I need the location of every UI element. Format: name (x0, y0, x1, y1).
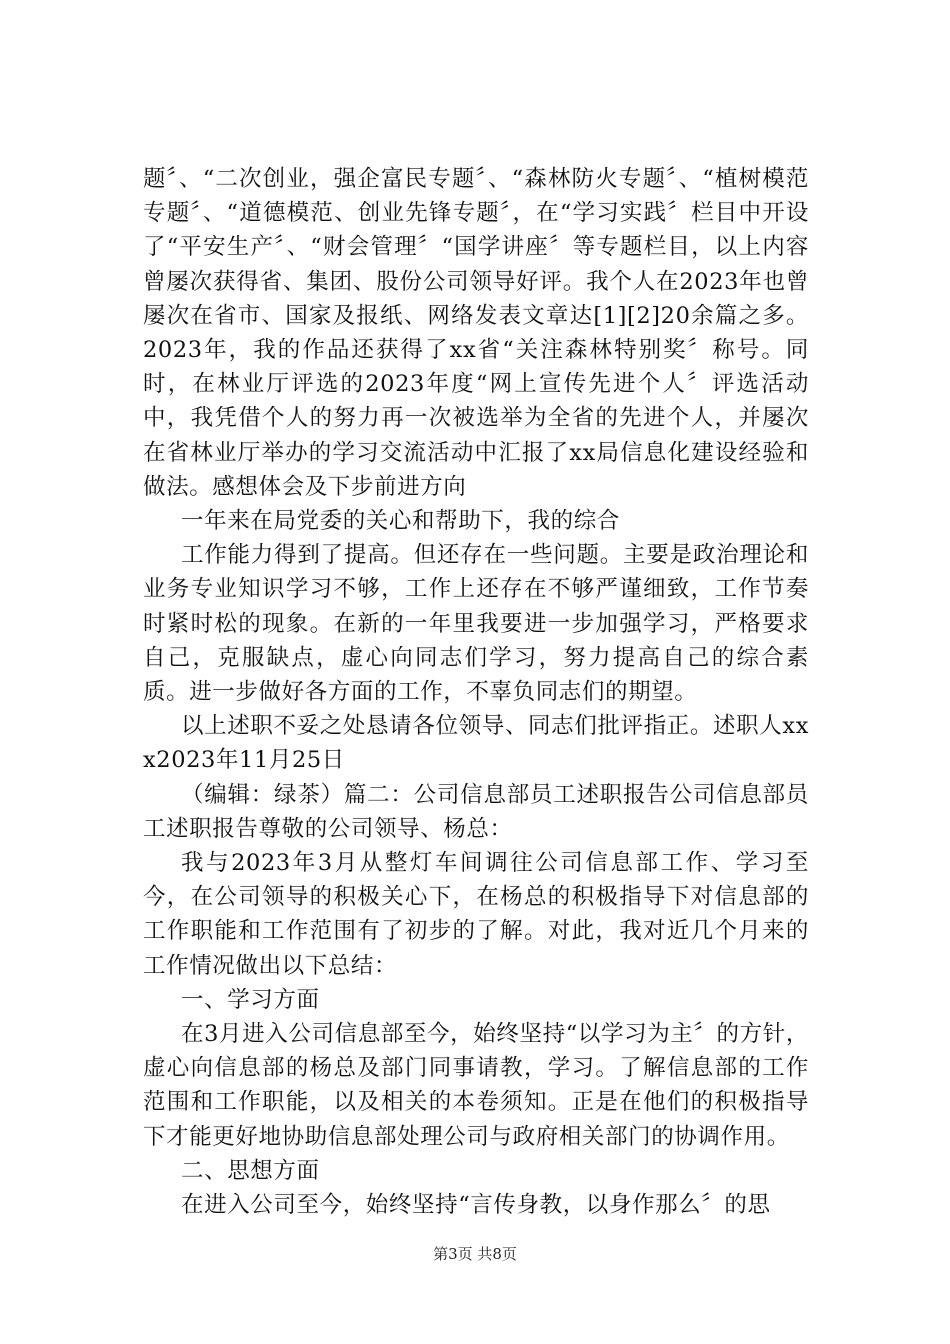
document-body (143, 162, 809, 1222)
page-footer: 第3页 共8页 (433, 1245, 517, 1263)
section-heading-study: 一、学习方面 (181, 986, 320, 1013)
paragraph-3: 工作能力得到了提高。但还存在一些问题。主要是政治理论和业务专业知识学习不够，工作上还存在不够严谨细致，工作节奏时紧时松的现象。在新的一年里我要进一步加强学习，严格要求自己，克服缺点，虚心向同志们学习，努力提高自己的综合素质。进一步做好各方面的工作，不辜负同志们的期望。 (143, 542, 809, 706)
paragraph-1: 题〞、“二次创业，强企富民专题〞、“森林防火专题〞、“植树模范专题〞、“道德模范、创业先锋专题〞，在“学习实践〞栏目中开设了“平安生产〞、“财会管理〞“国学讲座〞等专题栏目，以上内容曾屡次获得省、集团、股份公司领导好评。我个人在2023年也曾屡次在省市、国家及报纸、网络发表文章达[1][2]20余篇之多。2023年，我的作品还获得了xx省“关注森林特别奖〞称号。同时，在林业厅评选的2023年度“网上宣传先进个人〞评选活动中，我凭借个人的努力再一次被选举为全省的先进个人，并屡次在省林业厅举办的学习交流活动中汇报了xx局信息化建设经验和做法。感想体会及下步前进方向 (143, 166, 809, 500)
section-heading-thought: 二、思想方面 (181, 1157, 320, 1184)
paragraph-8: 在3月进入公司信息部至今，始终坚持“以学习为主〞的方针，虚心向信息部的杨总及部门同事请教，学习。了解信息部的工作范围和工作职能，以及相关的本卷须知。正是在他们的积极指导下才能更好地协助信息部处理公司与政府相关部门的协调作用。 (143, 1021, 809, 1150)
paragraph-4: 以上述职不妥之处恳请各位领导、同志们批评指正。述职人xxx2023年11月25日 (143, 713, 809, 774)
paragraph-6: 我与2023年3月从整灯车间调往公司信息部工作、学习至今，在公司领导的积极关心下，在杨总的积极指导下对信息部的工作职能和工作范围有了初步的了解。对此，我对近几个月来的工作情况做出以下总结： (143, 850, 809, 979)
paragraph-5: （编辑：绿茶）篇二：公司信息部员工述职报告公司信息部员工述职报告尊敬的公司领导、杨总： (143, 781, 809, 842)
paragraph-2: 一年来在局党委的关心和帮助下，我的综合 (181, 508, 620, 535)
paragraph-10: 在进入公司至今，始终坚持“言传身教，以身作那么〞的思 (181, 1192, 771, 1219)
